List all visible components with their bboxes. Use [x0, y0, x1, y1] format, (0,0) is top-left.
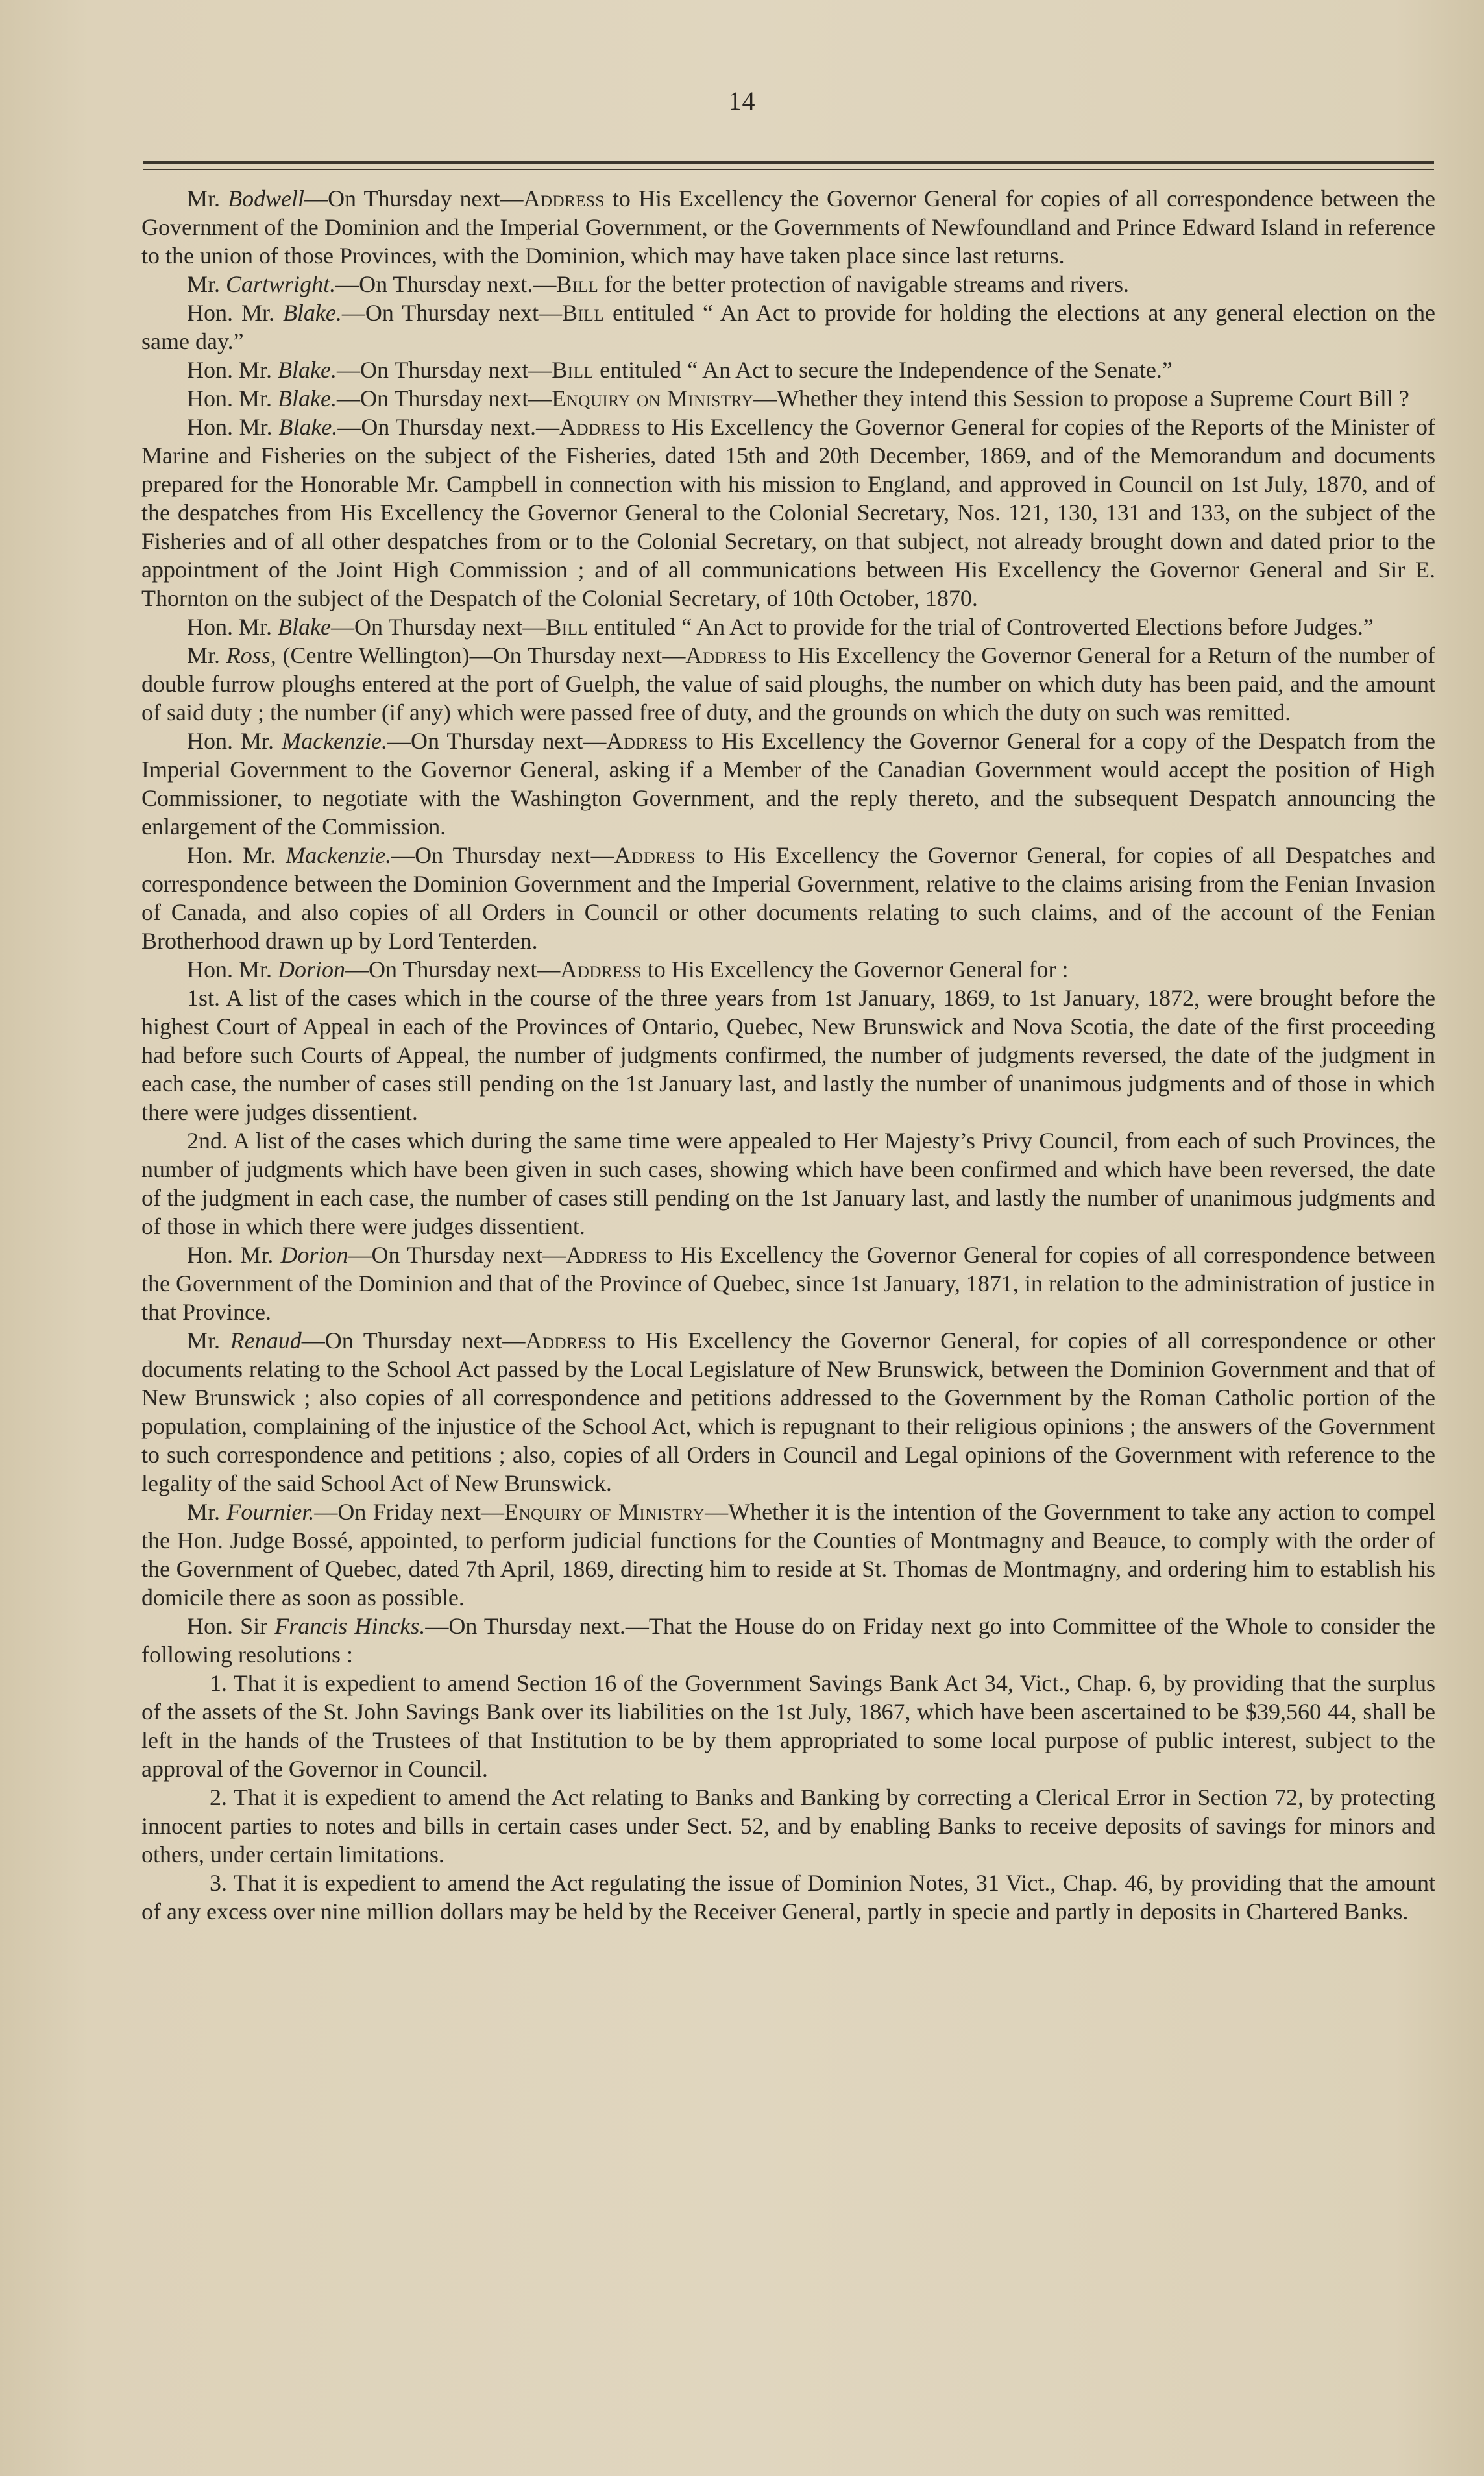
notice-paragraph — [141, 298, 1435, 356]
notice-type: Enquiry of Ministry — [504, 1499, 705, 1525]
notice-type: Bill — [552, 357, 594, 383]
notice-text: On Thursday next— — [369, 956, 561, 982]
member-name: Blake. — [282, 300, 342, 326]
notice-text: to His Excellency the Governor General for copies of the Reports of the Minister of Marine and Fisheries on the subject of the Fisheries, dated 15th and 20th December, 1869, and of the Memorandum and documents prepared for the Honorable Mr. Campbell in connection with his mission to England, and approved in Council on 1st July, 1870, and of the despatches from His Excellency the Governor General to the Colonial Secretary, Nos. 121, 130, 131 and 133, on the subject of the Fisheries and of all other despatches from or to the Colonial Secretary, on that subject, not already brought down and dated prior to the appointment of the Joint High Commission ; and of all communications between His Excellency the Governor General and Sir E. Thornton on the subject of the Despatch of the Colonial Secretary, of 10th October, 1870. — [141, 414, 1436, 611]
notice-text: entituled “ An Act to provide for the trial of Controverted Elections before Judges.” — [588, 614, 1374, 640]
speaker-title: Hon. Mr. — [187, 300, 283, 326]
notice-type: Address — [559, 414, 641, 440]
speaker-title: Mr. — [187, 271, 226, 297]
notice-text: On Thursday next— — [359, 357, 552, 383]
member-name: Blake. — [278, 385, 337, 411]
separator — [276, 642, 283, 668]
notice-text: 2nd. A list of the cases which during the same time were appealed to Her Majesty’s Privy Council, from each of such Provinces, the number of judgments which have been given in such cases, showing which have been confirmed and which have been reversed, the date of the judgment in each case, the number of cases still pending on the 1st January last, and lastly the number of unanimous judgments and of those in which there were judges dissentient. — [141, 1128, 1435, 1239]
speaker-title: Mr. — [187, 642, 226, 668]
speaker-title: Hon. Sir — [187, 1613, 275, 1639]
speaker-title: Hon. Mr. — [187, 1242, 281, 1268]
member-name: Mackenzie. — [282, 728, 388, 754]
notice-type: Bill — [546, 614, 589, 640]
speaker-title: Hon. Mr. — [187, 614, 278, 640]
notice-text: On Thursday next— — [365, 300, 563, 326]
notice-type: Address — [523, 186, 605, 212]
notice-text: to His Excellency the Governor General for copies of all correspondence between the Government of the Dominion and the Imperial Government, or the Governments of Newfoundland and Prince Edward Island in reference to the union of those Provinces, with the Dominion, which may have taken place since last returns. — [141, 186, 1436, 269]
notice-text: 3. That it is expedient to amend the Act regulating the issue of Dominion Notes, 31 Vict., Chap. 46, by providing that the amount of any excess over nine million dollars may be held by the Receiver General, partly in specie and partly in deposits in Chartered Banks. — [141, 1870, 1435, 1924]
header-rule-thick — [143, 161, 1434, 164]
member-name: Bodwell — [228, 186, 305, 212]
notice-body — [141, 184, 1435, 1926]
separator: — — [330, 614, 354, 640]
separator: — — [391, 842, 415, 868]
separator: — — [337, 414, 361, 440]
notice-text: On Thursday next— — [359, 385, 552, 411]
speaker-title: Mr. — [187, 1328, 230, 1353]
notice-paragraph — [141, 1612, 1435, 1669]
notice-paragraph — [141, 413, 1435, 613]
member-name: Blake. — [278, 357, 337, 383]
separator: — — [348, 1242, 372, 1268]
notice-text: —Whether it is the intention of the Government to take any action to compel the Hon. Judge Bossé, appointed, to perform judicial functions for the Counties of Montmagny and Beauce, to comply with the order of the Government of Quebec, dated 7th April, 1869, directing him to reside at St. Thomas de Montmagny, and ordering him to establish his domicile there as soon as possible. — [141, 1499, 1436, 1610]
notice-paragraph — [141, 641, 1435, 727]
member-name: Fournier. — [226, 1499, 315, 1525]
notice-text: On Thursday next— — [354, 614, 546, 640]
notice-text: 2. That it is expedient to amend the Act relating to Banks and Banking by correcting a Clerical Error in Section 72, by protecting innocent parties to notes and bills in certain cases under Sect. 52, and by enabling Banks to receive deposits of savings for minors and others, under certain limitations. — [141, 1784, 1435, 1867]
notice-paragraph — [141, 727, 1435, 841]
speaker-title: Hon. Mr. — [187, 385, 278, 411]
separator: — — [336, 357, 360, 383]
notice-text: On Thursday next.— — [361, 414, 559, 440]
notice-text: On Thursday next— — [371, 1242, 566, 1268]
member-name: Dorion — [280, 1242, 348, 1268]
separator: — — [301, 1328, 325, 1353]
notice-type: Bill — [562, 300, 604, 326]
notice-text: On Thursday next.—That the House do on Friday next go into Committee of the Whole to consider the following resolutions : — [141, 1613, 1435, 1668]
notice-text: to His Excellency the Governor General for copies of all correspondence between the Government of the Dominion and that of the Province of Quebec, since 1st January, 1871, in relation to the administration of justice in that Province. — [141, 1242, 1435, 1325]
speaker-title: Hon. Mr. — [187, 956, 278, 982]
notice-type: Address — [606, 728, 688, 754]
notice-text: to His Excellency the Governor General for : — [641, 956, 1069, 982]
notice-paragraph — [141, 1241, 1435, 1326]
notice-type: Address — [685, 642, 767, 668]
notice-paragraph — [141, 841, 1435, 955]
notice-paragraph — [141, 384, 1435, 413]
speaker-title: Hon. Mr. — [187, 728, 282, 754]
notice-paragraph — [141, 1126, 1435, 1241]
notice-text: —Whether they intend this Session to propose a Supreme Court Bill ? — [753, 385, 1409, 411]
notice-paragraph — [141, 984, 1435, 1126]
notice-paragraph — [141, 356, 1435, 384]
notice-paragraph — [141, 270, 1435, 298]
notice-paragraph — [141, 1669, 1435, 1783]
notice-text: On Thursday next.— — [359, 271, 557, 297]
notice-type: Address — [566, 1242, 648, 1268]
header-rule-thin — [143, 169, 1434, 170]
speaker-title: Mr. — [187, 186, 228, 212]
notice-type: Address — [560, 956, 642, 982]
notice-text: to His Excellency the Governor General for a copy of the Despatch from the Imperial Government to the Governor General, asking if a Member of the Canadian Government would accept the position of High Commissioner, to negotiate with the Washington Government, and the reply thereto, and the subsequent Despatch announcing the enlargement of the Commission. — [141, 728, 1436, 840]
member-name: Renaud — [230, 1328, 302, 1353]
separator: — — [304, 186, 328, 212]
notice-paragraph — [141, 613, 1435, 641]
notice-text: On Thursday next— — [411, 728, 607, 754]
separator: — — [335, 271, 359, 297]
notice-text: On Thursday next— — [324, 1328, 526, 1353]
member-name: Mackenzie. — [286, 842, 392, 868]
member-name: Ross, — [226, 642, 276, 668]
notice-paragraph — [141, 1869, 1435, 1926]
page-number: 14 — [728, 86, 756, 115]
notice-text: to His Excellency the Governor General for a Return of the number of double furrow ploughs entered at the port of Guelph, the value of said ploughs, the number on which duty has been paid, and the amount of said duty ; the number (if any) which were passed free of duty, and the grounds on which the duty on such was remitted. — [141, 642, 1436, 725]
notice-type: Bill — [556, 271, 599, 297]
notice-text: for the better protection of navigable streams and rivers. — [598, 271, 1129, 297]
notice-text: 1st. A list of the cases which in the course of the three years from 1st January, 1869, to 1st January, 1872, were brought before the highest Court of Appeal in each of the Provinces of Ontario, Quebec, New Brunswick and Nova Scotia, the date of the first proceeding had before such Courts of Appeal, the number of judgments confirmed, the number of judgments reversed, the date of the judgment in each case, the number of cases still pending on the 1st January last, and lastly the number of unanimous judgments and of those in which there were judges dissentient. — [141, 985, 1435, 1125]
notice-type: Enquiry on Ministry — [552, 385, 753, 411]
member-name: Cartwright. — [226, 271, 336, 297]
notice-type: Address — [525, 1328, 607, 1353]
notice-text: entituled “ An Act to provide for holding the elections at any general election on the same day.” — [141, 300, 1435, 354]
member-name: Dorion — [278, 956, 346, 982]
notice-type: Address — [614, 842, 696, 868]
speaker-title: Hon. Mr. — [187, 357, 278, 383]
separator: — — [387, 728, 411, 754]
notice-paragraph — [141, 1783, 1435, 1869]
notice-text: 1. That it is expedient to amend Section 16 of the Government Savings Bank Act 34, Vict., Chap. 6, by providing that the surplus of the assets of the St. John Savings Bank over its liabilities on the 1st July, 1867, which have been ascertained to be $39,560 44, shall be left in the hands of the Trustees of that Institution to be by them appropriated to some local purpose of public interest, subject to the approval of the Governor in Council. — [141, 1670, 1435, 1782]
separator: — — [336, 385, 360, 411]
member-name: Blake. — [278, 414, 338, 440]
notice-text: entituled “ An Act to secure the Independence of the Senate.” — [594, 357, 1173, 383]
notice-text: (Centre Wellington)—On Thursday next— — [282, 642, 686, 668]
notice-paragraph — [141, 1498, 1435, 1612]
notice-text: to His Excellency the Governor General, for copies of all Despatches and correspondence between the Dominion Government and the Imperial Government, relative to the claims arising from the Fenian Invasion of Canada, and also copies of all Orders in Council or other documents relating to such claims, and of the account of the Fenian Brotherhood drawn up by Lord Tenterden. — [141, 842, 1436, 954]
speaker-title: Hon. Mr. — [187, 842, 286, 868]
notice-text: On Friday next— — [337, 1499, 504, 1525]
member-name: Blake — [278, 614, 331, 640]
notice-text: On Thursday next— — [415, 842, 614, 868]
separator: — — [345, 956, 369, 982]
separator: — — [425, 1613, 449, 1639]
speaker-title: Mr. — [187, 1499, 227, 1525]
notice-text: On Thursday next— — [328, 186, 524, 212]
notice-paragraph — [141, 1326, 1435, 1498]
member-name: Francis Hincks. — [274, 1613, 426, 1639]
separator: — — [314, 1499, 338, 1525]
separator: — — [341, 300, 365, 326]
notice-paragraph — [141, 955, 1435, 984]
notice-text: to His Excellency the Governor General, for copies of all correspondence or other documents relating to the School Act passed by the Local Legislature of New Brunswick, between the Dominion Government and that of New Brunswick ; also copies of all correspondence and petitions addressed to the Government by the Roman Catholic portion of the population, complaining of the injustice of the School Act, which is repugnant to their religious opinions ; the answers of the Government to such correspondence and petitions ; also, copies of all Orders in Council and Legal opinions of the Government with reference to the legality of the said School Act of New Brunswick. — [141, 1328, 1436, 1496]
speaker-title: Hon. Mr. — [187, 414, 279, 440]
notice-paragraph — [141, 184, 1435, 270]
